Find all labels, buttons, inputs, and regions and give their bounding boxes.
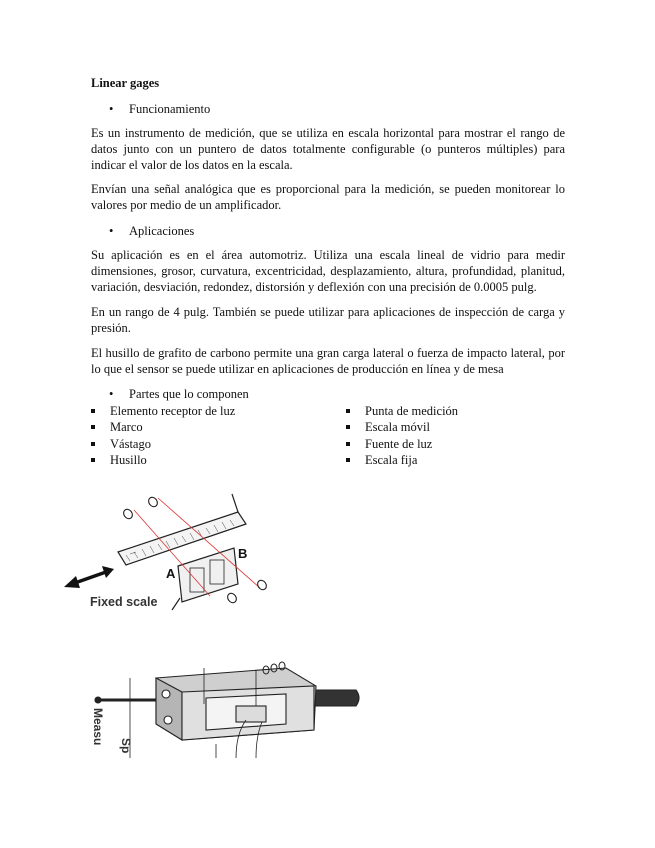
light-source-icon: [122, 496, 159, 521]
paragraph-1: Es un instrumento de medición, que se utiliza en escala horizontal para mostrar el rango de datos junto con un puntero de datos totalmente configurable (o punteros múltiples) para indicar el valor de los datos en la escala.: [91, 126, 565, 172]
label-a: A: [166, 566, 176, 581]
paragraph-2: Envían una señal analógica que es proporcional para la medición, se pueden monitorear lo valores por medio de un amplificador.: [91, 182, 565, 212]
section-heading-partes: • Partes que lo componen: [111, 387, 249, 402]
figure-linear-scale-diagram: [60, 488, 280, 628]
list-item: Elemento receptor de luz: [91, 403, 235, 419]
list-item: Punta de medición: [346, 403, 458, 419]
paragraph-4: En un rango de 4 pulg. También se puede utilizar para aplicaciones de inspección de carga y presión.: [91, 305, 565, 335]
paragraph-5: El husillo de grafito de carbono permite una gran carga lateral o fuerza de impacto lateral, por lo que el sensor se puede utilizar en aplicaciones de producción en línea y de mesa: [91, 346, 565, 376]
label-spindle: Sp: [119, 738, 133, 754]
label-measuring: Measu: [91, 708, 105, 746]
list-item: Escala fija: [346, 452, 458, 468]
list-item: Vástago: [91, 436, 235, 452]
parts-list-right: [346, 403, 458, 469]
list-item: Marco: [91, 419, 235, 435]
document-title: Linear gages: [91, 76, 160, 90]
section-heading-funcionamiento: • Funcionamiento: [111, 102, 210, 117]
list-item: Escala móvil: [346, 419, 458, 435]
list-item: Fuente de luz: [346, 436, 458, 452]
fixed-scale-caption: Fixed scale: [90, 595, 158, 609]
paragraph-3: Su aplicación es en el área automotriz. Utiliza una escala lineal de vidrio para medir dimensiones, grosor, curvatura, excentricidad, desplazamiento, altura, profundidad, planitud, variación, desviación, redondez, distorsión y deflexión con una precisión de 0.0005 pulg.: [91, 248, 565, 294]
section-heading-aplicaciones: • Aplicaciones: [111, 224, 194, 239]
figure-gage-body-diagram: [86, 648, 376, 758]
parts-list-left: [91, 403, 235, 469]
list-item: Husillo: [91, 452, 235, 468]
movement-arrow-icon: [64, 566, 114, 588]
label-b: B: [238, 546, 248, 561]
